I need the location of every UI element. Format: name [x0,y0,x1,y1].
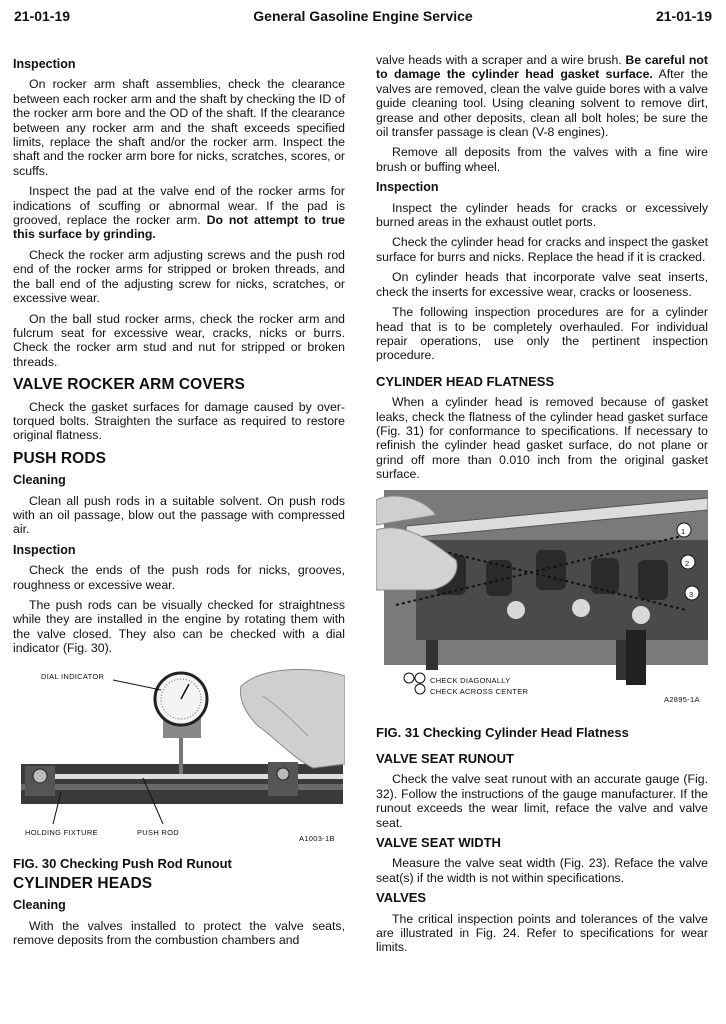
figure-30-code: A1003-1B [299,833,335,843]
valves-heading: VALVES [376,890,427,906]
runout-heading: VALVE SEAT RUNOUT [376,750,514,766]
gasket-surface-paragraph: Check the cylinder head for cracks and inspect the gasket surface for burrs and nicks. Replace the head if it is cracked. [376,235,708,264]
seat-width-heading: VALVE SEAT WIDTH [376,835,501,850]
valves-paragraph: The critical inspection points and tolerances of the valve are illustrated in Fig. 24. Refer to specifications for wear limits. [376,911,708,955]
covers-heading: VALVE ROCKER ARM COVERS [13,376,245,394]
check-number-1: 1 [681,526,686,536]
overhaul-paragraph: The following inspection procedures are for a cylinder head that is to be completely overhauled. For individual repair operations, use only the pertinent inspection procedure. [376,305,708,363]
runout-paragraph: Check the valve seat runout with an accurate gauge (Fig. 32). Follow the instructions of the gauge manufacturer. If the runout exceeds the wear limit, reface the valve and valve seat. [376,772,708,830]
heads-cleaning-paragraph: With the valves installed to protect the valve seats, remove deposits from the combustion chambers and [13,918,345,948]
heads-inspection-heading: Inspection [376,180,439,195]
left-column [13,53,345,954]
heads-cracks-paragraph: Inspect the cylinder heads for cracks or excessively burned areas in the exhaust outlet ports. [376,200,708,230]
check-number-3: 3 [689,589,694,599]
valve-deposits-paragraph: Remove all deposits from the valves with a fine wire brush or buffing wheel. [376,145,708,174]
figure-31-code: A2895-1A [664,694,700,704]
flatness-heading: CYLINDER HEAD FLATNESS [376,373,555,389]
pushrods-straightness-paragraph: The push rods can be visually checked for straightness while they are installed in the engine by rotating them with the valve closed. They also can be checked with a dial indicator (Fig. 30). [13,598,345,656]
pushrods-ends-paragraph: Check the ends of the push rods for nicks, grooves, roughness or excessive wear. [13,563,345,592]
pushrods-cleaning-heading: Cleaning [13,473,66,488]
figure-30-caption: FIG. 30 Checking Push Rod Runout [13,855,232,871]
rocker-pad-paragraph [13,184,345,242]
head-flatness-illustration [376,490,708,714]
push-rod-runout-illustration [13,666,345,841]
ball-stud-paragraph: On the ball stud rocker arms, check the rocker arm and fulcrum seat for excessive wear, cracks, nicks or burrs. Check the rocker arm stud and nut for stripped or broken threads. [13,311,345,369]
page-title: General Gasoline Engine Service [253,8,473,24]
dial-indicator-label: DIAL INDICATOR [41,671,105,681]
seat-width-paragraph: Measure the valve seat width (Fig. 23). Reface the valve seat(s) if the width is not within specifications. [376,856,708,885]
page-number-left: 21-01-19 [14,8,71,24]
pushrods-heading: PUSH RODS [13,449,107,467]
figure-30 [13,666,345,841]
flatness-paragraph: When a cylinder head is removed because of gasket leaks, check the flatness of the cylinder head gasket surface (Fig. 31) for conformance to specifications. If necessary to refinish the cylinder head gasket surface, do not plane or grind off more than 0.010 inch from the original gasket surface. [376,395,708,482]
valve-heads-paragraph [376,53,708,139]
holding-fixture-label: HOLDING FIXTURE [25,827,98,837]
cylinder-heads-heading: CYLINDER HEADS [13,875,153,893]
pushrods-inspection-heading: Inspection [13,542,76,557]
check-across-center-legend: CHECK ACROSS CENTER [430,686,529,696]
inspection-heading: Inspection [13,57,76,71]
heads-cleaning-heading: Cleaning [13,898,66,913]
seat-inserts-paragraph: On cylinder heads that incorporate valve seat inserts, check the inserts for excessive wear, cracks or looseness. [376,270,708,299]
pushrods-cleaning-paragraph: Clean all push rods in a suitable solvent. On push rods with an oil passage, blow out the passage with compressed air. [13,493,345,537]
figure-31 [376,490,708,714]
valve-heads-rest: After the valves are removed, clean the valve guide bores with a valve guide cleaning tool. Using cleaning solvent to remove dirt, grease and other deposits, clean all bolt holes; be sure the oil transfer passage is clean (V-8 engines). [376,67,709,140]
figure-31-caption: FIG. 31 Checking Cylinder Head Flatness [376,724,629,740]
covers-paragraph: Check the gasket surfaces for damage caused by over-torqued bolts. Straighten the surface as required to restore original flatness. [13,399,345,443]
rocker-shaft-paragraph: On rocker arm shaft assemblies, check the clearance between each rocker arm and the shaft by checking the ID of the rocker arm bore and the OD of the shaft. If the clearance between any rocker arm and the shaft exceeds specified limits, replace the shaft and/or the rocker arm. Inspect the shaft and the rocker arm bore for nicks, scratches, scores, or scuffs. [13,77,345,178]
right-column [376,53,708,961]
adjusting-screw-paragraph: Check the rocker arm adjusting screws and the push rod end of the rocker arms for stripped or broken threads, and the ball end of the adjusting screw for nicks, scratches, or excessive wear. [13,247,345,306]
check-diagonally-legend: CHECK DIAGONALLY [430,675,511,685]
rocker-pad-warning: Do not attempt to true this surface by grinding. [13,213,346,242]
valve-heads-text: valve heads with a scraper and a wire brush. [376,53,626,67]
page-number-right: 21-01-19 [655,8,712,24]
gasket-warning: Be careful not to damage the cylinder head gasket surface. [376,53,709,82]
check-number-2: 2 [685,558,690,568]
push-rod-label: PUSH ROD [137,827,179,837]
rocker-pad-text: Inspect the pad at the valve end of the rocker arms for indications of scuffing or abnormal wear. If the pad is grooved, replace the rocker arm. [13,184,345,228]
